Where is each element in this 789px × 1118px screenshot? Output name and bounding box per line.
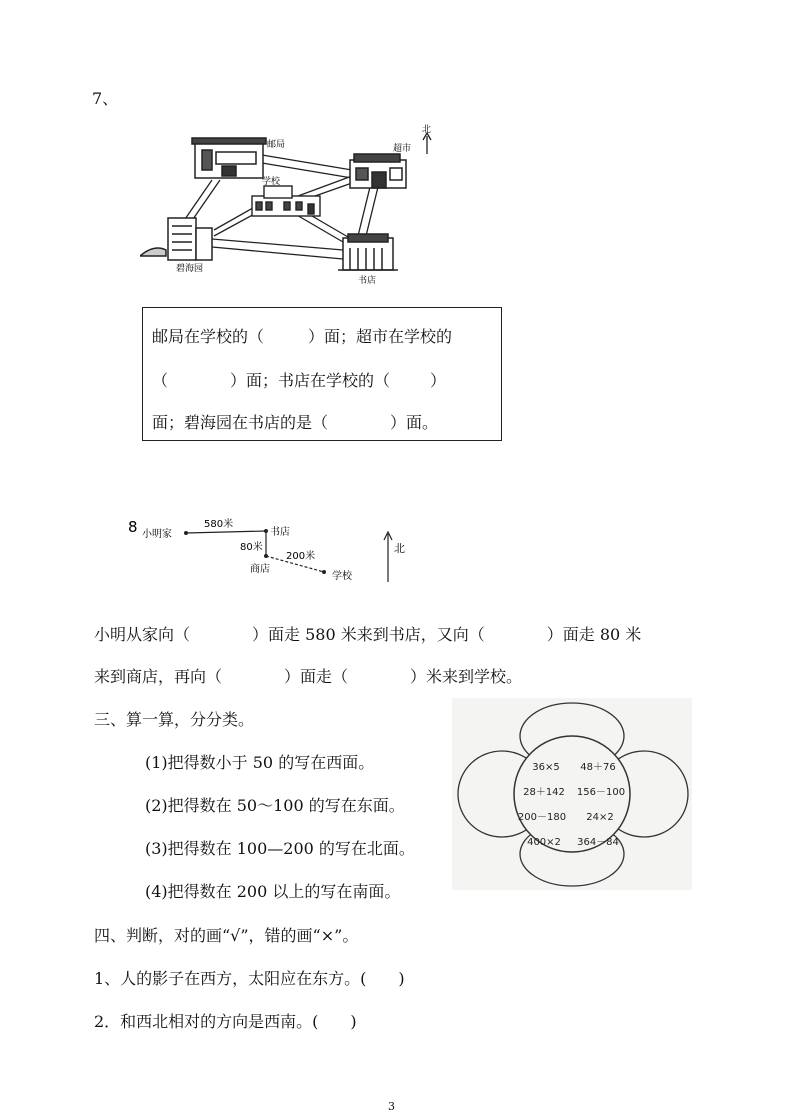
- q8-line-1-text-b: ）面走 580 米来到书店，又向（: [252, 625, 485, 644]
- expr-5: 200－180: [517, 812, 567, 823]
- question-8-number: 8: [128, 518, 138, 536]
- box-line-2: [152, 368, 446, 391]
- map-label-north: 北: [422, 125, 432, 135]
- diagram-label-d3: 200米: [286, 551, 316, 562]
- map-label-bihaiyuan: 碧海园: [176, 264, 204, 274]
- box-line-2-text-b: ）面；书店在学校的（: [230, 371, 391, 390]
- diagram-label-north: 北: [394, 542, 405, 555]
- q8-line-2-text-a: 来到商店，再向（: [94, 667, 223, 686]
- supermarket-building: [350, 154, 406, 188]
- diagram-label-d2: 80米: [240, 542, 263, 553]
- expr-8: 364－84: [577, 837, 619, 848]
- school-point: [322, 570, 326, 574]
- diagram-label-shop: 商店: [250, 564, 270, 575]
- section-3-item-4: (4)把得数在 200 以上的写在南面。: [145, 882, 401, 901]
- map-label-school: 学校: [262, 177, 281, 187]
- diagram-label-d1: 580米: [204, 519, 234, 530]
- flower-classification-diagram: [452, 698, 692, 890]
- expr-4: 156－100: [576, 787, 626, 798]
- expr-7: 400×2: [527, 837, 561, 848]
- diagram-label-school: 学校: [332, 571, 352, 582]
- q8-line-1-text-c: ）面走 80 米: [546, 625, 642, 644]
- section-3-item-2: (2)把得数在 50～100 的写在东面。: [145, 796, 405, 815]
- post-office-building: [192, 138, 266, 178]
- box-line-1: [152, 324, 452, 347]
- map-label-supermarket: 超市: [393, 144, 412, 154]
- question-7-map: [140, 120, 440, 295]
- box-line-1-text-b: ）面；超市在学校的: [308, 327, 453, 346]
- section-3-item-1: (1)把得数小于 50 的写在西面。: [145, 753, 375, 772]
- section-3-item-3: (3)把得数在 100—200 的写在北面。: [145, 839, 415, 858]
- question-8-line-2: [94, 666, 522, 688]
- north-arrow-icon: [384, 532, 392, 582]
- q8-line-2-text-c: ）米来到学校。: [410, 667, 523, 686]
- expr-1: 36×5: [532, 762, 560, 773]
- section-3-title: 三、算一算，分分类。: [94, 710, 255, 729]
- map-label-post-office: 邮局: [267, 140, 286, 150]
- box-line-3-text-a: 面；碧海园在书店的是（: [152, 413, 329, 432]
- question-8-diagram: [128, 512, 418, 590]
- path-home-bookstore: [186, 531, 266, 533]
- expr-3: 28＋142: [523, 787, 565, 798]
- q8-line-1-text-a: 小明从家向（: [94, 625, 191, 644]
- section-4-title: 四、判断，对的画“√”，错的画“×”。: [94, 926, 359, 945]
- north-arrow-icon: [423, 133, 431, 154]
- diagram-label-home: 小明家: [142, 529, 172, 540]
- box-line-2-text-a: （: [152, 371, 169, 390]
- expr-2: 48＋76: [580, 762, 616, 773]
- section-4-question-1: 1、人的影子在西方，太阳应在东方。( ): [94, 969, 405, 988]
- school-building: [252, 186, 320, 216]
- q8-line-2-text-b: ）面走（: [284, 667, 349, 686]
- page-number: 3: [388, 1100, 395, 1113]
- box-line-3: [152, 410, 438, 433]
- bookstore-building: [338, 234, 398, 270]
- expr-6: 24×2: [586, 812, 614, 823]
- box-line-1-text-a: 邮局在学校的（: [152, 327, 265, 346]
- box-line-2-text-c: ）: [430, 371, 447, 390]
- question-8-line-1: [94, 624, 641, 646]
- section-4-question-2: 2．和西北相对的方向是西南。( ): [94, 1012, 357, 1031]
- diagram-label-bookstore: 书店: [270, 527, 290, 538]
- bihaiyuan-building: [140, 218, 212, 260]
- question-7-number: 7、: [92, 89, 119, 108]
- box-line-3-text-b: ）面。: [390, 413, 439, 432]
- map-label-bookstore: 书店: [358, 276, 377, 286]
- question-7-answer-box: [142, 307, 502, 441]
